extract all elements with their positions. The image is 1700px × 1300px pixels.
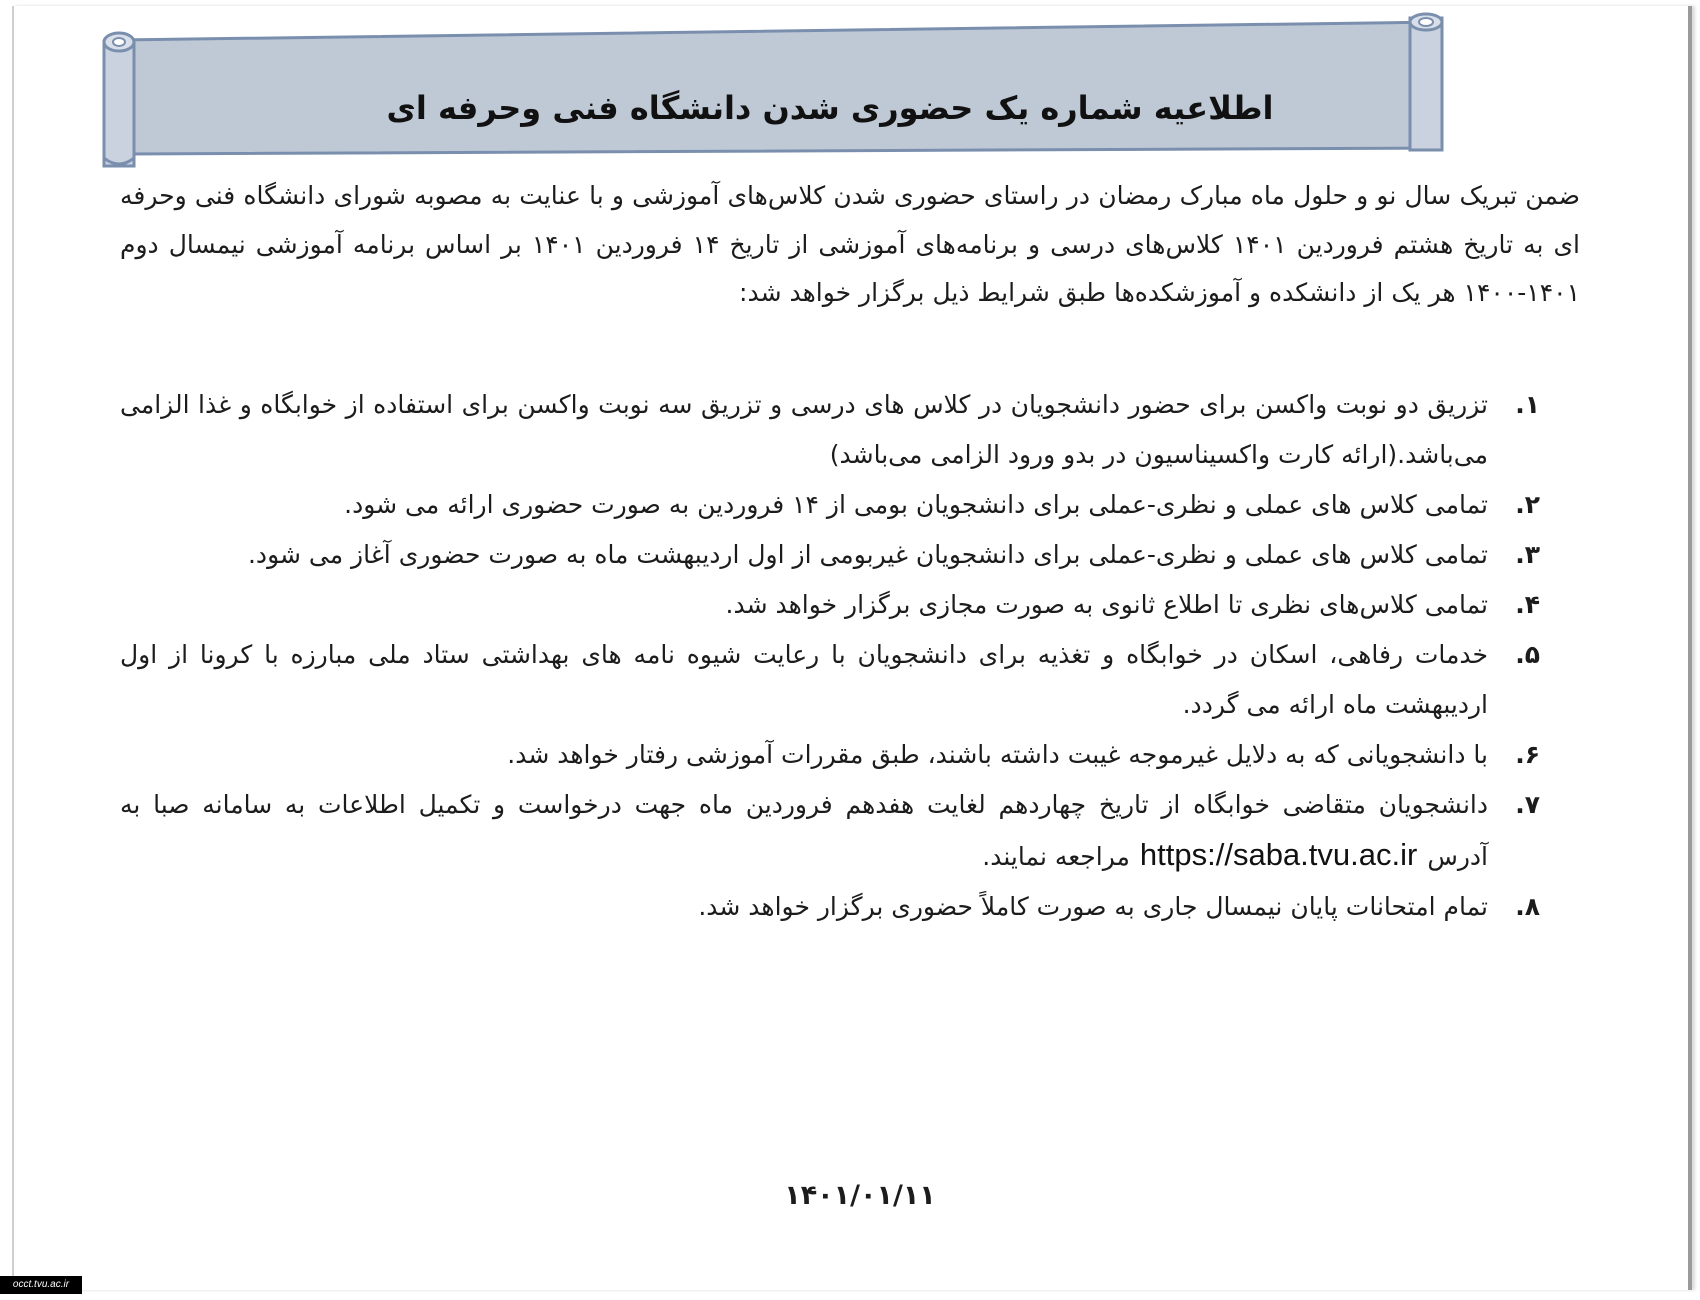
saba-link[interactable]: https://saba.tvu.ac.ir: [1139, 837, 1418, 872]
item-text: تمامی کلاس های عملی و نظری-عملی برای دانشجویان بومی از ۱۴ فروردین به صورت حضوری ارائه می شود.: [344, 490, 1488, 519]
intro-paragraph: ضمن تبریک سال نو و حلول ماه مبارک رمضان در راستای حضوری شدن کلاس‌های آموزشی و با عنایت به مصوبه شورای دانشگاه فنی وحرفه ای به تاریخ هشتم فروردین ۱۴۰۱ کلاس‌های درسی و برنامه‌های آموزشی از تاریخ ۱۴ فروردین ۱۴۰۱ بر اساس برنامه آموزشی نیمسال دوم ۱۴۰۱-۱۴۰۰ هر یک از دانشکده و آموزشکده‌ها طبق شرایط ذیل برگزار خواهد شد:: [120, 181, 1580, 307]
item-number: ۵.: [1515, 640, 1540, 669]
item-number: ۸.: [1515, 892, 1540, 921]
item-text: تمام امتحانات پایان نیمسال جاری به صورت کاملاً حضوری برگزار خواهد شد.: [698, 892, 1488, 921]
item-text: [120, 780, 1488, 882]
conditions-list: [120, 380, 1540, 932]
site-watermark: occt.tvu.ac.ir: [0, 1276, 82, 1294]
list-item: [120, 480, 1540, 530]
item-number: ۲.: [1515, 490, 1540, 519]
item-text: تمامی کلاس‌های نظری تا اطلاع ثانوی به صورت مجازی برگزار خواهد شد.: [725, 590, 1488, 619]
item-text: خدمات رفاهی، اسکان در خوابگاه و تغذیه برای دانشجویان با رعایت شیوه نامه های بهداشتی ستاد ملی مبارزه با کرونا از اول اردیبهشت ماه ارائه می گردد.: [120, 640, 1488, 719]
item-text: با دانشجویانی که به دلایل غیرموجه غیبت داشته باشند، طبق مقررات آموزشی رفتار خواهد شد.: [507, 740, 1488, 769]
item-text-before-link: دانشجویان متقاضی خوابگاه از تاریخ چهاردهم لغایت هفدهم فروردین ماه جهت درخواست و تکمیل اطلاعات به سامانه صبا به آدرس: [120, 790, 1488, 871]
title-scroll-banner: [100, 8, 1570, 180]
item-text: تزریق دو نوبت واکسن برای حضور دانشجویان در کلاس های درسی و تزریق سه نوبت واکسن برای استفاده از خوابگاه و غذا الزامی می‌باشد.(ارائه کارت واکسیناسیون در بدو ورود الزامی می‌باشد): [120, 390, 1488, 469]
list-item: [120, 530, 1540, 580]
document-date: ۱۴۰۱/۰۱/۱۱: [784, 1180, 936, 1211]
list-item: [120, 730, 1540, 780]
document-title: اطلاعیه شماره یک حضوری شدن دانشگاه فنی وحرفه ای: [386, 89, 1274, 127]
list-item: [120, 380, 1540, 480]
list-item: [120, 780, 1540, 882]
item-text-after-link: مراجعه نمایند.: [982, 842, 1130, 871]
item-number: ۱.: [1515, 390, 1540, 419]
list-item: [120, 580, 1540, 630]
list-item: [120, 882, 1540, 932]
item-number: ۳.: [1515, 540, 1540, 569]
item-number: ۶.: [1515, 740, 1540, 769]
item-text: تمامی کلاس های عملی و نظری-عملی برای دانشجویان غیربومی از اول اردیبهشت ماه به صورت حضوری آغاز می شود.: [247, 540, 1488, 569]
item-number: ۴.: [1515, 590, 1540, 619]
list-item: [120, 630, 1540, 730]
item-number: ۷.: [1515, 790, 1540, 819]
